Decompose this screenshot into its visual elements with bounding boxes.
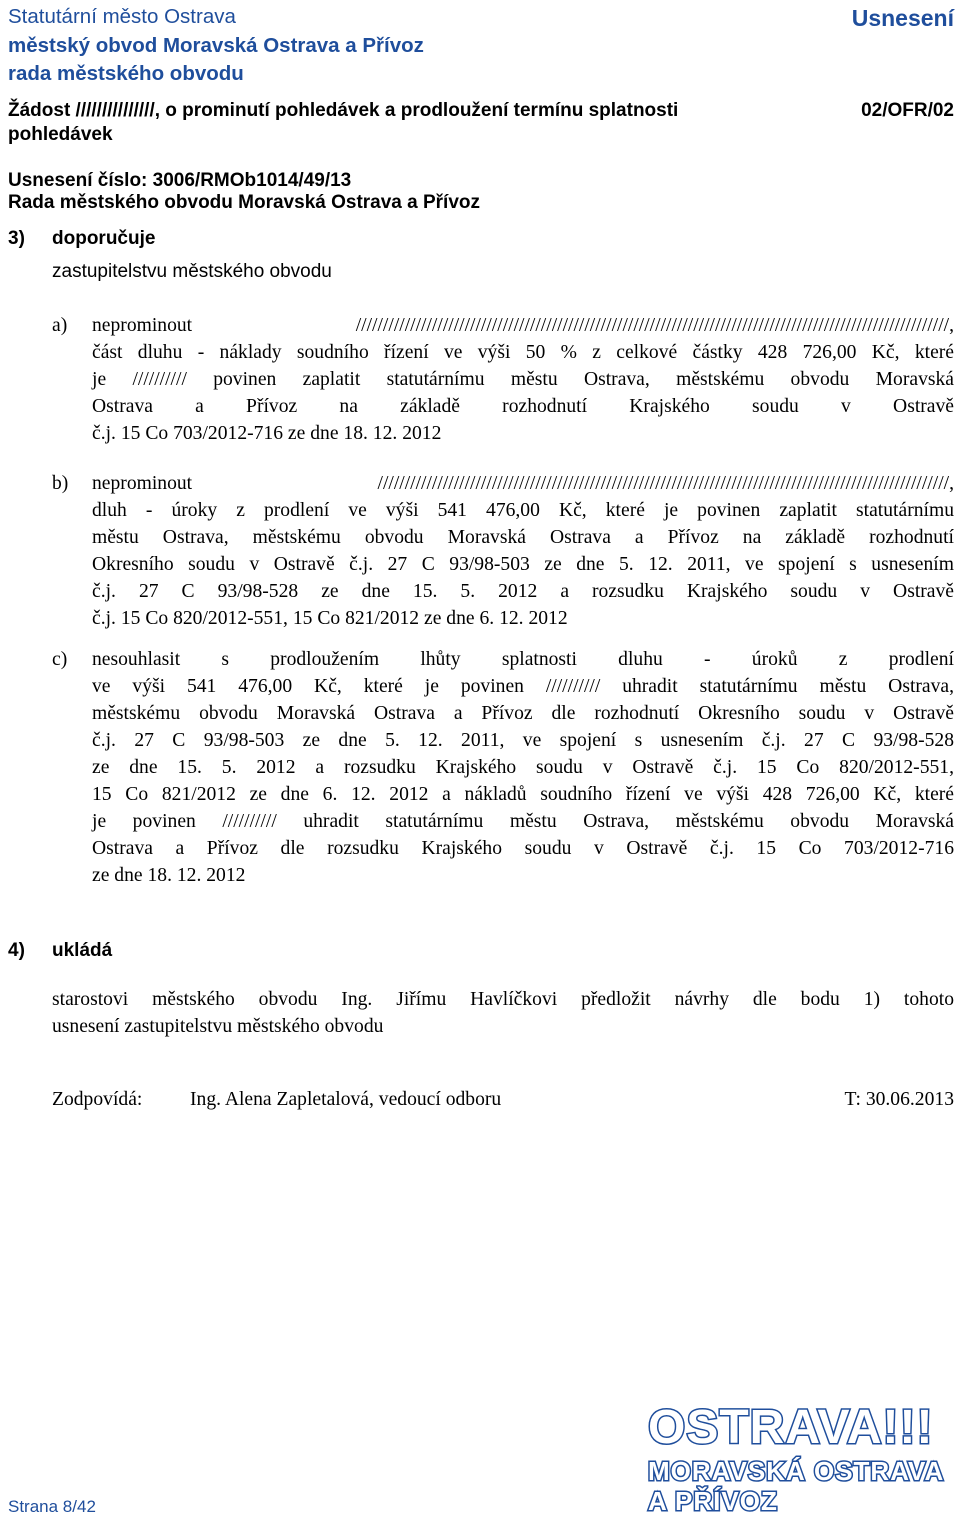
item-a-line-4: Ostrava a Přívoz na základě rozhodnutí Krajského soudu v Ostravě — [92, 396, 954, 417]
responsible-label: Zodpovídá: — [52, 1089, 143, 1110]
item-a-line-3: je ////////// povinen zaplatit statutárnímu městu Ostrava, městskému obvodu Moravská — [92, 369, 954, 390]
item-c-line-7: je povinen ////////// uhradit statutárnímu městu Ostrava, městskému obvodu Moravská — [92, 811, 954, 832]
header-city: Statutární město Ostrava — [8, 5, 236, 28]
item-c-line-1: nesouhlasit s prodloužením lhůty splatnosti dluhu - úroků z prodlení — [92, 649, 954, 670]
ostrava-logo — [648, 1401, 954, 1516]
responsible-person: Ing. Alena Zapletalová, vedoucí odboru — [190, 1089, 502, 1110]
item-a-letter: a) — [52, 315, 68, 336]
resolution-body: Rada městského obvodu Moravská Ostrava a Přívoz — [8, 192, 481, 213]
logo-line-1: OSTRAVA!!! — [648, 1401, 934, 1454]
item-c-line-5: ze dne 15. 5. 2012 a rozsudku Krajského soudu v Ostravě č.j. 15 Co 820/2012-551, — [92, 757, 954, 778]
item-c-line-8: Ostrava a Přívoz dle rozsudku Krajského soudu v Ostravě č.j. 15 Co 703/2012-716 — [92, 838, 954, 859]
item-b-line-4: Okresního soudu v Ostravě č.j. 27 C 93/98-503 ze dne 5. 12. 2011, ve spojení s usnesením — [92, 554, 954, 575]
item-b-line-2: dluh - úroky z prodlení ve výši 541 476,00 Kč, které je povinen zaplatit statutárnímu — [92, 500, 954, 521]
logo-line-2: MORAVSKÁ OSTRAVA — [648, 1456, 945, 1486]
header-district: městský obvod Moravská Ostrava a Přívoz — [8, 34, 424, 57]
section-3-number: 3) — [8, 228, 25, 249]
item-b-line-3: městu Ostrava, městskému obvodu Moravská Ostrava a Přívoz na základě rozhodnutí — [92, 527, 954, 548]
section-3-recipient: zastupitelstvu městského obvodu — [52, 261, 332, 282]
responsible-deadline: T: 30.06.2013 — [844, 1089, 954, 1110]
page-number: Strana 8/42 — [8, 1497, 96, 1516]
subject-line-2: pohledávek — [8, 124, 113, 145]
item-b-letter: b) — [52, 473, 69, 494]
logo-line-3: A PŘÍVOZ — [648, 1486, 778, 1516]
item-b-line-5: č.j. 27 C 93/98-528 ze dne 15. 5. 2012 a rozsudku Krajského soudu v Ostravě — [92, 581, 954, 602]
item-c-line-9: ze dne 18. 12. 2012 — [92, 865, 246, 886]
item-c-line-2: ve výši 541 476,00 Kč, které je povinen ////////// uhradit statutárnímu městu Ostrava, — [92, 676, 954, 697]
item-c-line-6: 15 Co 821/2012 ze dne 6. 12. 2012 a nákladů soudního řízení ve výši 428 726,00 Kč, které — [92, 784, 954, 805]
item-b-line-1: neprominout /////////////////////////////////////////////////////////////////////////////////////////////////////////, — [92, 473, 954, 494]
section-4-line-2: usnesení zastupitelstvu městského obvodu — [52, 1016, 384, 1037]
item-a-text — [92, 312, 954, 447]
section-4-number: 4) — [8, 940, 25, 961]
header-council: rada městského obvodu — [8, 62, 244, 85]
section-3-heading: doporučuje — [52, 228, 156, 249]
item-c-text — [92, 646, 954, 889]
resolution-number: Usnesení číslo: 3006/RMOb1014/49/13 — [8, 170, 352, 191]
item-a-line-5: č.j. 15 Co 703/2012-716 ze dne 18. 12. 2012 — [92, 423, 442, 444]
item-c-line-4: č.j. 27 C 93/98-503 ze dne 5. 12. 2011, ve spojení s usnesením č.j. 27 C 93/98-528 — [92, 730, 954, 751]
item-c-letter: c) — [52, 649, 68, 670]
section-4-text — [52, 986, 954, 1040]
section-4-line-1: starostovi městského obvodu Ing. Jiřímu Havlíčkovi předložit návrhy dle bodu 1) tohoto — [52, 989, 954, 1010]
item-b-line-6: č.j. 15 Co 820/2012-551, 15 Co 821/2012 ze dne 6. 12. 2012 — [92, 608, 568, 629]
doc-code: 02/OFR/02 — [861, 100, 954, 121]
item-c-line-3: městskému obvodu Moravská Ostrava a Přívoz dle rozhodnutí Okresního soudu v Ostravě — [92, 703, 954, 724]
item-a-line-1: neprominout /////////////////////////////////////////////////////////////////////////////////////////////////////////////, — [92, 315, 954, 336]
subject-line-1: Žádost ///////////////, o prominutí pohledávek a prodloužení termínu splatnosti — [8, 100, 679, 121]
item-b-text — [92, 470, 954, 632]
item-a-line-2: část dluhu - náklady soudního řízení ve výši 50 % z celkové částky 428 726,00 Kč, které — [92, 342, 954, 363]
section-4-heading: ukládá — [52, 940, 113, 961]
doc-type: Usnesení — [851, 5, 954, 31]
